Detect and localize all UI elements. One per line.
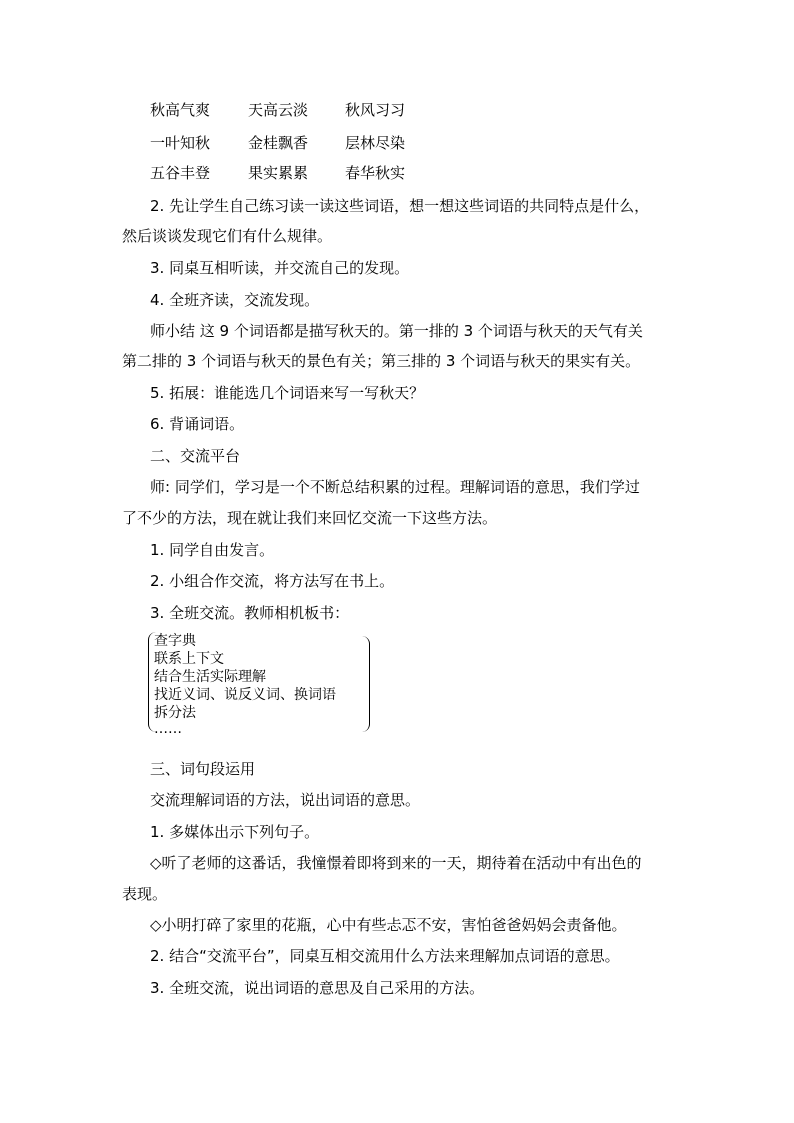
word: 秋风习习 — [345, 101, 406, 119]
word: 果实累累 — [248, 164, 309, 182]
right-brace — [361, 636, 370, 732]
exchange-step-1: 1. 同学自由发言。 — [150, 541, 275, 559]
paragraph-step-5: 5. 拓展：谁能选几个词语来写一写秋天？ — [150, 384, 425, 402]
word-row-1 — [150, 100, 470, 120]
word: 秋高气爽 — [150, 101, 211, 119]
paragraph-step-4: 4. 全班齐读，交流发现。 — [150, 291, 320, 309]
teacher-summary: 师小结 这 9 个词语都是描写秋天的。第一排的 3 个词语与秋天的天气有关 — [150, 322, 643, 340]
word: 层林尽染 — [345, 134, 406, 152]
teacher-speech: 师: 同学们，学习是一个不断总结积累的过程。理解词语的意思，我们学过 — [150, 478, 640, 496]
example-sentence-2: ◇小明打碎了家里的花瓶，心中有些忐忑不安，害怕爸爸妈妈会责备他。 — [150, 916, 627, 934]
board-item: 查字典 — [154, 633, 196, 649]
word: 金桂飘香 — [248, 134, 309, 152]
section-heading-2: 二、交流平台 — [150, 447, 241, 465]
exchange-step-2: 2. 小组合作交流，将方法写在书上。 — [150, 572, 395, 590]
blackboard-writing — [148, 632, 370, 736]
usage-step-1: 1. 多媒体出示下列句子。 — [150, 823, 320, 841]
board-item: …… — [154, 721, 182, 737]
word-row-2 — [150, 133, 470, 153]
section-heading-3: 三、词句段运用 — [150, 760, 256, 778]
word: 五谷丰登 — [150, 164, 211, 182]
paragraph-step-3: 3. 同桌互相听读，并交流自己的发现。 — [150, 259, 410, 277]
word-row-3 — [150, 163, 470, 183]
usage-step-2: 2. 结合“交流平台”，同桌互相交流用什么方法来理解加点词语的意思。 — [150, 947, 620, 965]
teacher-summary-cont: 第二排的 3 个词语与秋天的景色有关；第三排的 3 个词语与秋天的果实有关。 — [122, 352, 641, 370]
board-item: 拆分法 — [154, 705, 196, 721]
word: 一叶知秋 — [150, 134, 211, 152]
word: 天高云淡 — [248, 101, 309, 119]
usage-step-3: 3. 全班交流，说出词语的意思及自己采用的方法。 — [150, 979, 485, 997]
board-item: 联系上下文 — [154, 651, 224, 667]
board-item: 结合生活实际理解 — [154, 669, 266, 685]
word: 春华秋实 — [345, 164, 406, 182]
example-sentence-1: ◇听了老师的这番话，我憧憬着即将到来的一天，期待着在活动中有出色的 — [150, 854, 642, 872]
teacher-speech-cont: 了不少的方法，现在就让我们来回忆交流一下这些方法。 — [122, 509, 498, 527]
exchange-step-3: 3. 全班交流。教师相机板书： — [150, 604, 350, 622]
board-item: 找近义词、说反义词、换词语 — [154, 687, 336, 703]
paragraph-step-2: 2. 先让学生自己练习读一读这些词语，想一想这些词语的共同特点是什么， — [150, 197, 650, 215]
paragraph-step-2-cont: 然后谈谈发现它们有什么规律。 — [122, 227, 333, 245]
paragraph-step-6: 6. 背诵词语。 — [150, 415, 245, 433]
section-3-intro: 交流理解词语的方法，说出词语的意思。 — [150, 791, 421, 809]
example-sentence-1-cont: 表现。 — [122, 885, 168, 903]
